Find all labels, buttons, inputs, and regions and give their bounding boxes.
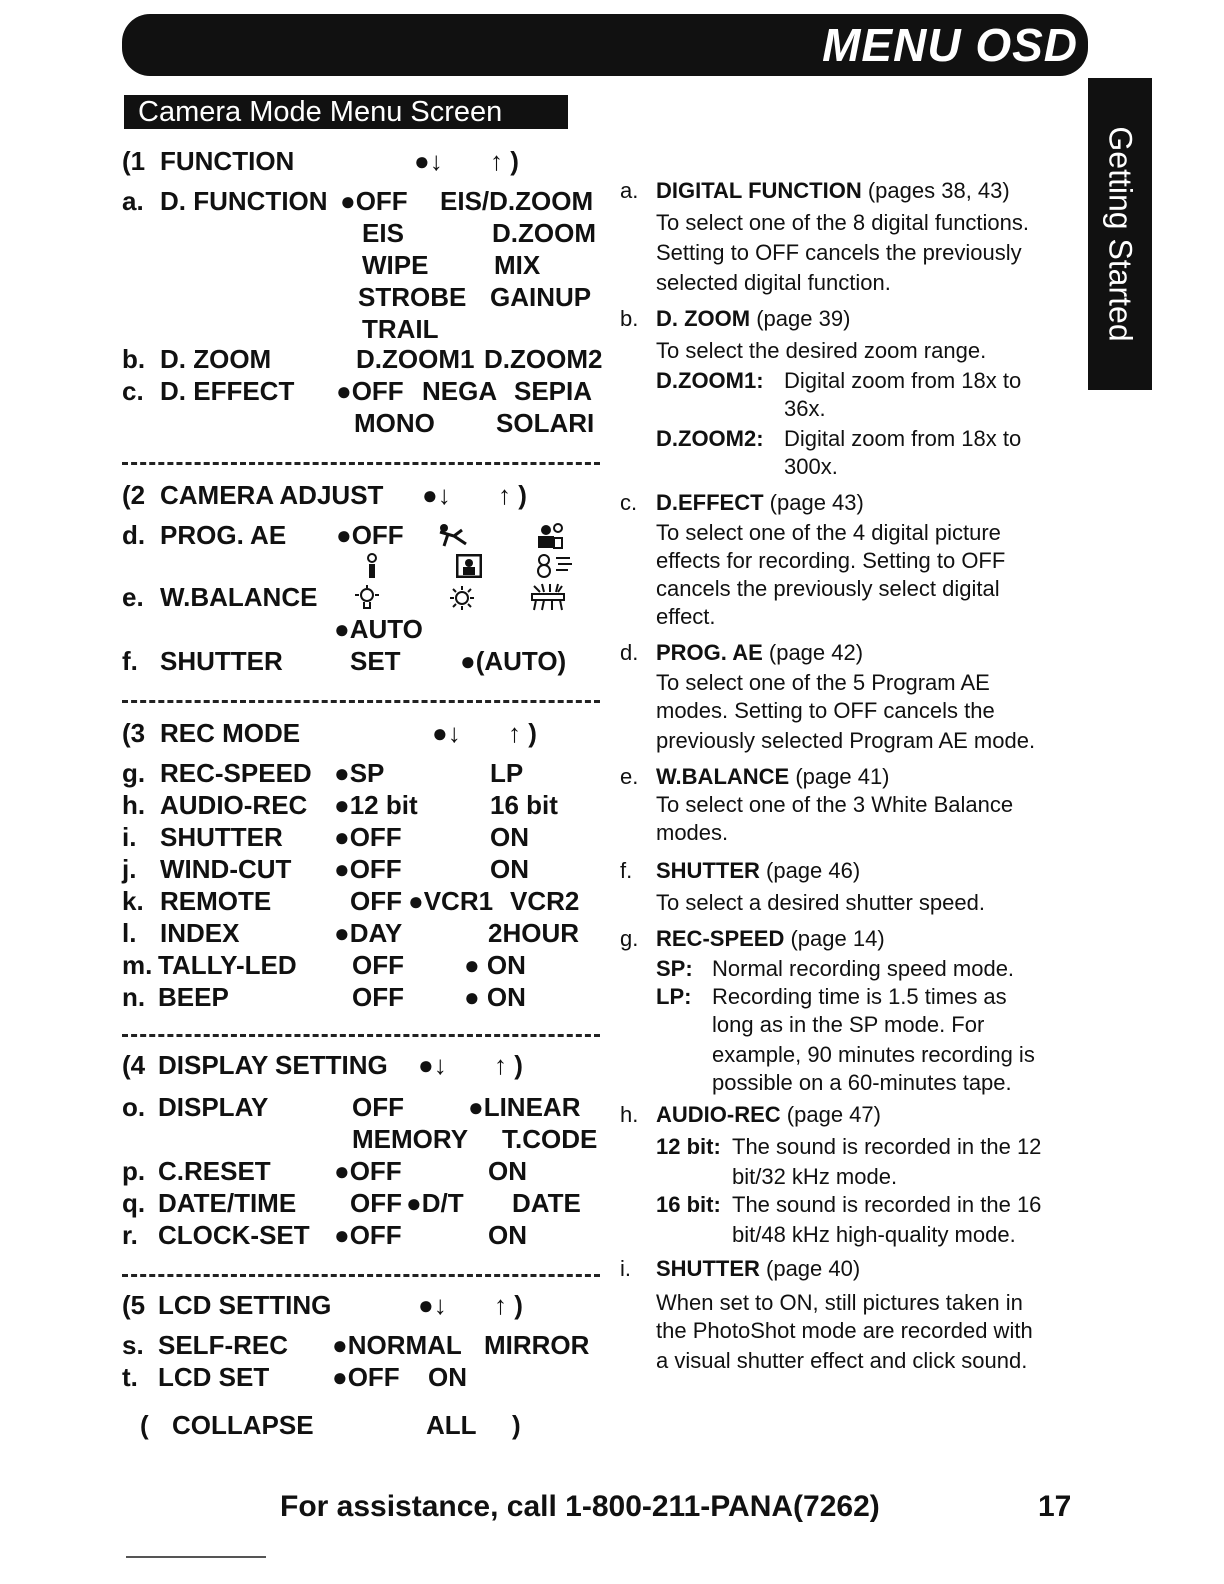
portrait-mode-icon <box>536 522 566 550</box>
option: ●AUTO <box>334 614 423 644</box>
desc-line: the PhotoShot mode are recorded with <box>656 1318 1033 1343</box>
item-letter: k. <box>122 886 144 916</box>
nav-down-indicator: ●↓ <box>432 718 461 748</box>
item-letter: o. <box>122 1092 146 1122</box>
desc-line: The sound is recorded in the 12 <box>732 1134 1042 1159</box>
desc-letter: b. <box>620 306 639 331</box>
option: SEPIA <box>514 376 593 406</box>
desc-line: The sound is recorded in the 16 <box>732 1192 1042 1217</box>
option: STROBE <box>358 282 467 312</box>
desc-title: SHUTTER <box>656 1256 760 1281</box>
header-title: MENU OSD <box>822 19 1078 71</box>
desc-line: cancels the previously select digital <box>656 576 1000 601</box>
item-letter: t. <box>122 1362 138 1392</box>
divider <box>122 1034 600 1037</box>
desc-line: modes. <box>656 820 729 845</box>
option: EIS/D.ZOOM <box>440 186 594 216</box>
option: ●DAY <box>334 918 403 948</box>
desc-heading <box>656 1256 860 1282</box>
desc-line: effects for recording. Setting to OFF <box>656 548 1006 573</box>
group-number: (2 <box>122 480 146 510</box>
nav-down-indicator: ●↓ <box>418 1290 447 1320</box>
nav-up-indicator: ↑ ) <box>508 718 537 748</box>
desc-letter: h. <box>620 1102 639 1127</box>
divider <box>122 700 600 703</box>
desc-heading <box>656 1102 881 1128</box>
option: MEMORY <box>352 1124 469 1154</box>
side-tab-label: Getting Started <box>1102 126 1139 342</box>
desc-page-ref: (page 42) <box>762 640 864 665</box>
item-label: AUDIO-REC <box>160 790 308 820</box>
desc-line: Digital zoom from 18x to <box>784 368 1022 393</box>
desc-term: 16 bit: <box>656 1192 721 1217</box>
option: OFF <box>350 886 402 916</box>
spotlight-mode-icon <box>456 554 482 578</box>
desc-letter: a. <box>620 178 639 203</box>
collapse-all: ALL <box>426 1410 477 1440</box>
desc-line: To select one of the 8 digital functions. <box>656 210 1030 235</box>
item-letter: f. <box>122 646 138 676</box>
option: ●OFF <box>340 186 408 216</box>
white-set-icon <box>530 582 566 612</box>
item-label: CLOCK-SET <box>158 1220 310 1250</box>
option: MONO <box>354 408 435 438</box>
desc-letter: g. <box>620 926 639 951</box>
item-letter: d. <box>122 520 146 550</box>
desc-line: possible on a 60-minutes tape. <box>712 1070 1012 1095</box>
nav-down-indicator: ●↓ <box>414 146 443 176</box>
assistance-line: For assistance, call 1-800-211-PANA(7262) <box>280 1490 880 1523</box>
item-label: TALLY-LED <box>158 950 297 980</box>
desc-letter: e. <box>620 764 639 789</box>
option: MIRROR <box>484 1330 590 1360</box>
item-label: SELF-REC <box>158 1330 288 1360</box>
desc-heading <box>656 858 860 884</box>
option: ● ON <box>464 950 526 980</box>
footer-rule <box>126 1556 266 1558</box>
item-letter: n. <box>122 982 146 1012</box>
desc-line: Setting to OFF cancels the previously <box>656 240 1022 265</box>
desc-page-ref: (page 47) <box>780 1102 881 1127</box>
collapse-label: COLLAPSE <box>172 1410 314 1440</box>
desc-heading <box>656 306 850 332</box>
desc-title: DIGITAL FUNCTION <box>656 178 862 203</box>
group-label: FUNCTION <box>160 146 295 176</box>
desc-letter: i. <box>620 1256 631 1281</box>
desc-title: REC-SPEED <box>656 926 785 951</box>
desc-line: modes. Setting to OFF cancels the <box>656 698 995 723</box>
low-light-mode-icon <box>362 552 382 580</box>
desc-title: D.EFFECT <box>656 490 764 515</box>
desc-line: To select the desired zoom range. <box>656 338 987 363</box>
desc-page-ref: (page 46) <box>759 858 861 883</box>
item-label: D. ZOOM <box>160 344 272 374</box>
item-label: D. FUNCTION <box>160 186 328 216</box>
option: ON <box>488 1156 527 1186</box>
desc-line: a visual shutter effect and click sound. <box>656 1348 1028 1373</box>
desc-line: bit/32 kHz mode. <box>732 1164 898 1189</box>
desc-title: AUDIO-REC <box>656 1102 781 1127</box>
option: EIS <box>362 218 404 248</box>
desc-line: long as in the SP mode. For <box>712 1012 985 1037</box>
nav-up-indicator: ↑ ) <box>494 1290 523 1320</box>
nav-up-indicator: ↑ ) <box>490 146 519 176</box>
divider <box>122 1274 600 1277</box>
item-label: BEEP <box>158 982 229 1012</box>
page-number: 17 <box>1038 1490 1072 1523</box>
group-label: REC MODE <box>160 718 301 748</box>
item-label: INDEX <box>160 918 240 948</box>
option: GAINUP <box>490 282 592 312</box>
option: OFF <box>352 982 404 1012</box>
item-letter: i. <box>122 822 137 852</box>
option: ●OFF <box>336 376 404 406</box>
option: OFF <box>350 1188 402 1218</box>
option: SOLARI <box>496 408 595 438</box>
desc-letter: d. <box>620 640 639 665</box>
item-label: REMOTE <box>160 886 272 916</box>
desc-heading <box>656 926 885 952</box>
item-label: SHUTTER <box>160 822 283 852</box>
desc-page-ref: (page 40) <box>759 1256 861 1281</box>
option: ●OFF <box>334 822 402 852</box>
option: ● ON <box>464 982 526 1012</box>
item-letter: j. <box>122 854 137 884</box>
option: DATE <box>512 1188 581 1218</box>
desc-page-ref: (page 14) <box>784 926 885 951</box>
item-letter: s. <box>122 1330 144 1360</box>
option: D.ZOOM <box>492 218 596 248</box>
option: ●D/T <box>406 1188 464 1218</box>
item-letter: q. <box>122 1188 146 1218</box>
option: 16 bit <box>490 790 558 820</box>
option: VCR2 <box>510 886 580 916</box>
option: D.ZOOM2 <box>484 344 603 374</box>
option: ●OFF <box>334 1156 402 1186</box>
option: D.ZOOM1 <box>356 344 475 374</box>
desc-page-ref: (pages 38, 43) <box>861 178 1010 203</box>
option: ●SP <box>334 758 385 788</box>
group-number: (4 <box>122 1050 146 1080</box>
item-label: DISPLAY <box>158 1092 269 1122</box>
item-label: DATE/TIME <box>158 1188 297 1218</box>
option: OFF <box>352 950 404 980</box>
desc-heading <box>656 178 1010 204</box>
desc-line: bit/48 kHz high-quality mode. <box>732 1222 1016 1247</box>
outdoor-sun-icon <box>446 584 478 612</box>
option: ON <box>428 1362 467 1392</box>
desc-line: Recording time is 1.5 times as <box>712 984 1007 1009</box>
desc-term: LP: <box>656 984 692 1009</box>
desc-letter: c. <box>620 490 638 515</box>
desc-page-ref: (page 39) <box>750 306 851 331</box>
divider <box>122 462 600 465</box>
group-label: LCD SETTING <box>158 1290 332 1320</box>
option: ●OFF <box>334 1220 402 1250</box>
desc-term: SP: <box>656 956 693 981</box>
option: ON <box>490 854 529 884</box>
desc-line: To select one of the 4 digital picture <box>656 520 1001 545</box>
option: LP <box>490 758 524 788</box>
nav-up-indicator: ↑ ) <box>494 1050 523 1080</box>
item-label: PROG. AE <box>160 520 287 550</box>
item-letter: a. <box>122 186 144 216</box>
desc-line: To select one of the 3 White Balance <box>656 792 1014 817</box>
option: TRAIL <box>362 314 439 344</box>
option: 2HOUR <box>488 918 580 948</box>
item-label: C.RESET <box>158 1156 271 1186</box>
menu-osd-header <box>122 14 1088 76</box>
group-label: CAMERA ADJUST <box>160 480 384 510</box>
desc-page-ref: (page 41) <box>789 764 890 789</box>
item-label: W.BALANCE <box>160 582 318 612</box>
item-letter: m. <box>122 950 153 980</box>
desc-line: example, 90 minutes recording is <box>712 1042 1035 1067</box>
desc-line: Digital zoom from 18x to <box>784 426 1022 451</box>
group-label: DISPLAY SETTING <box>158 1050 388 1080</box>
desc-term: 12 bit: <box>656 1134 721 1159</box>
option: ON <box>490 822 529 852</box>
group-number: (3 <box>122 718 146 748</box>
option: ●12 bit <box>334 790 418 820</box>
desc-line: To select one of the 5 Program AE <box>656 670 990 695</box>
sports-mode-icon <box>436 522 472 550</box>
desc-heading <box>656 640 863 666</box>
surf-snow-mode-icon <box>534 552 574 578</box>
desc-title: PROG. AE <box>656 640 763 665</box>
option: ●OFF <box>334 854 402 884</box>
nav-down-indicator: ●↓ <box>418 1050 447 1080</box>
option: ●LINEAR <box>468 1092 581 1122</box>
group-number: (5 <box>122 1290 146 1320</box>
desc-letter: f. <box>620 858 633 883</box>
side-tab <box>1088 78 1152 390</box>
item-letter: c. <box>122 376 144 406</box>
desc-line: When set to ON, still pictures taken in <box>656 1290 1023 1315</box>
item-letter: p. <box>122 1156 146 1186</box>
desc-line: To select a desired shutter speed. <box>656 890 985 915</box>
option: WIPE <box>362 250 429 280</box>
desc-term: D.ZOOM1: <box>656 368 764 393</box>
collapse-open-paren: ( <box>140 1410 149 1440</box>
indoor-light-icon <box>352 584 382 612</box>
option: ●NORMAL <box>332 1330 462 1360</box>
desc-page-ref: (page 43) <box>763 490 864 515</box>
desc-title: W.BALANCE <box>656 764 790 789</box>
item-letter: g. <box>122 758 146 788</box>
item-letter: b. <box>122 344 146 374</box>
option: OFF <box>352 1092 404 1122</box>
item-label: SHUTTER <box>160 646 283 676</box>
nav-down-indicator: ●↓ <box>422 480 451 510</box>
item-label: D. EFFECT <box>160 376 295 406</box>
nav-up-indicator: ↑ ) <box>498 480 527 510</box>
desc-title: D. ZOOM <box>656 306 751 331</box>
desc-line: Normal recording speed mode. <box>712 956 1015 981</box>
item-letter: h. <box>122 790 146 820</box>
item-letter: r. <box>122 1220 138 1250</box>
option: ●(AUTO) <box>460 646 567 676</box>
option: MIX <box>494 250 541 280</box>
item-letter: l. <box>122 918 137 948</box>
desc-heading <box>656 764 890 790</box>
item-label: WIND-CUT <box>160 854 292 884</box>
desc-line: 36x. <box>784 396 826 421</box>
item-label: LCD SET <box>158 1362 270 1392</box>
option: ON <box>488 1220 527 1250</box>
item-letter: e. <box>122 582 144 612</box>
option: NEGA <box>422 376 498 406</box>
desc-heading <box>656 490 864 516</box>
option: SET <box>350 646 401 676</box>
group-number: (1 <box>122 146 146 176</box>
desc-term: D.ZOOM2: <box>656 426 764 451</box>
desc-line: effect. <box>656 604 716 629</box>
desc-line: 300x. <box>784 454 838 479</box>
option: T.CODE <box>502 1124 598 1154</box>
item-label: REC-SPEED <box>160 758 312 788</box>
desc-line: previously selected Program AE mode. <box>656 728 1036 753</box>
option: ●OFF <box>336 520 404 550</box>
desc-line: selected digital function. <box>656 270 891 295</box>
section-heading: Camera Mode Menu Screen <box>124 95 568 129</box>
collapse-close-paren: ) <box>512 1410 521 1440</box>
option: ●VCR1 <box>408 886 494 916</box>
desc-title: SHUTTER <box>656 858 760 883</box>
option: ●OFF <box>332 1362 400 1392</box>
